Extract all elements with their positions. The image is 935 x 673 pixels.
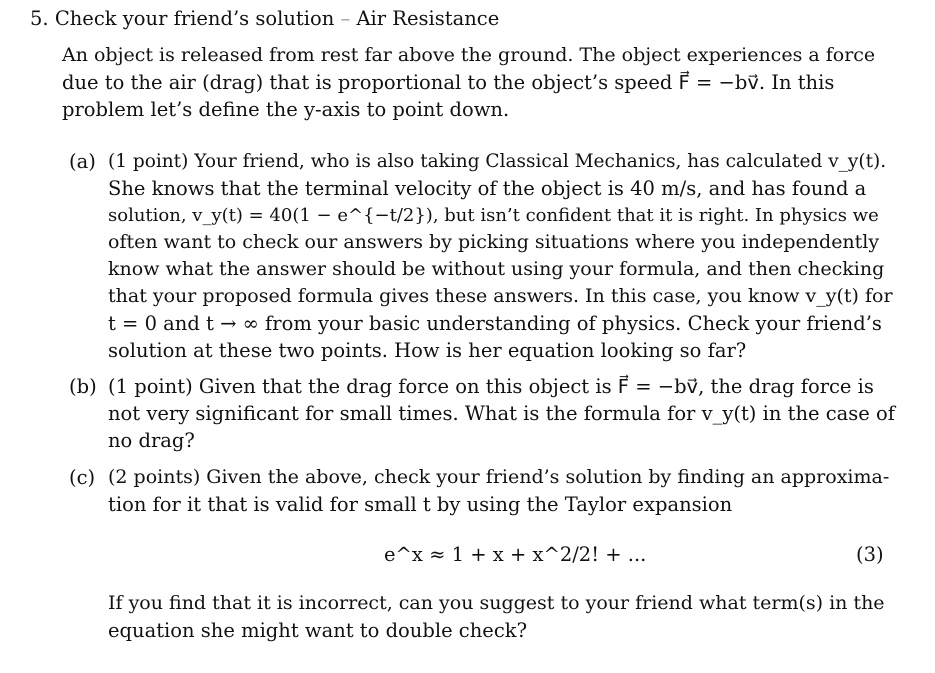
part-a-line-2: She knows that the terminal velocity of the object is 40 m/s, and has found a	[108, 177, 867, 200]
part-a-line-1: (1 point) Your friend, who is also taking Classical Mechanics, has calculated v_y(t).	[108, 151, 887, 172]
part-a-line-7: t = 0 and t → ∞ from your basic understanding of physics. Check your friend’s	[108, 312, 882, 335]
equation-number: (3)	[856, 543, 884, 566]
part-b-label: (b)	[69, 375, 97, 398]
intro-line-1: An object is released from rest far above the ground. The object experiences a force	[62, 44, 876, 66]
part-a-line-5: know what the answer should be without using your formula, and then checking	[108, 258, 885, 280]
part-a-line-6: that your proposed formula gives these answers. In this case, you know v_y(t) for	[108, 285, 893, 307]
part-c-line-1: (2 points) Given the above, check your friend’s solution by finding an approxima-	[108, 466, 890, 488]
part-c-after-line-1: If you find that it is incorrect, can you suggest to your friend what term(s) in the	[108, 592, 885, 614]
part-b-line-3: no drag?	[108, 429, 195, 452]
part-a-line-8: solution at these two points. How is her equation looking so far?	[108, 339, 747, 362]
part-a-label: (a)	[69, 150, 96, 173]
intro-line-3: problem let’s define the y-axis to point down.	[62, 98, 510, 121]
title-separator: –	[340, 7, 351, 30]
part-a-line-4: often want to check our answers by picking situations where you independently	[108, 231, 880, 253]
part-b-line-1: (1 point) Given that the drag force on this object is F⃗ = −bv⃗, the drag force is	[108, 375, 874, 398]
question-number: 5.	[30, 7, 49, 30]
equation-body: e^x ≈ 1 + x + x^2/2! + ...	[384, 543, 647, 566]
part-a-line-3: solution, v_y(t) = 40(1 − e^{−t/2}), but isn’t confident that it is right. In physics we	[108, 205, 879, 226]
part-b-line-2: not very significant for small times. What is the formula for v_y(t) in the case of	[108, 402, 895, 425]
part-c-line-2: tion for it that is valid for small t by using the Taylor expansion	[108, 493, 733, 516]
question-title	[30, 5, 499, 32]
part-c-after-line-2: equation she might want to double check?	[108, 619, 528, 642]
intro-line-2: due to the air (drag) that is proportional to the object’s speed F⃗ = −bv⃗. In this	[62, 71, 835, 94]
question-title-suffix: Air Resistance	[356, 7, 500, 30]
question-title-prefix: Check your friend’s solution	[54, 7, 335, 30]
taylor-equation	[0, 541, 935, 568]
part-c-label: (c)	[69, 466, 96, 489]
